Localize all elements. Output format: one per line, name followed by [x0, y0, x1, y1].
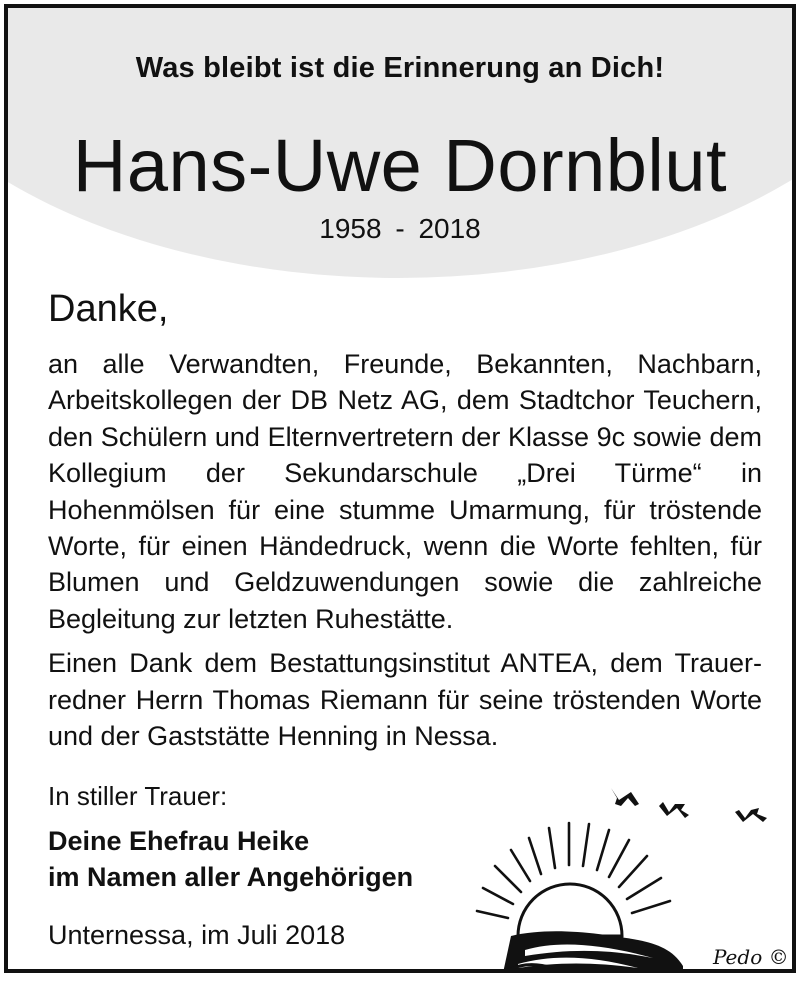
thanks-text [48, 346, 762, 762]
thanks-heading: Danke, [48, 288, 169, 330]
signer-line-1: Deine Ehefrau Heike [48, 826, 310, 856]
bird-icon [659, 802, 689, 818]
life-years: 1958 - 2018 [319, 213, 481, 244]
sun [518, 884, 622, 936]
motto: Was bleibt ist die Erinnerung an Dich! [135, 52, 665, 84]
copyright-mark: Pedo © [713, 945, 789, 969]
birds [611, 788, 767, 822]
mourning-label: In stiller Trauer: [48, 781, 228, 811]
place-date: Unternessa, im Juli 2018 [48, 920, 346, 950]
bird-icon [611, 788, 639, 806]
signer-line-2: im Namen aller Angehörigen [48, 862, 414, 892]
deceased-name: Hans-Uwe Dornblut [72, 124, 728, 207]
bird-icon [735, 808, 767, 822]
thanks-paragraph-2: Einen Dank dem Bestattungsinstitut ANTEA, dem Trauer-redner Herrn Thomas Riemann für seine tröstenden Worte und der Gaststätte Henning in Nessa. [48, 648, 762, 752]
obituary-card [4, 4, 796, 973]
sunset-birds-illustration [463, 768, 788, 973]
signers [48, 823, 413, 895]
thanks-paragraph-1: an alle Verwandten, Freunde, Bekannten, Nachbarn, Arbeitskollegen der DB Netz AG, dem Stadtchor Teuchern, den Schülern und Elternvertretern der Klasse 9c sowie dem Kollegium der Sekundarschule „Drei Türme“ in Hohenmölsen für eine stumme Umarmung, für tröstende Worte, für einen Händedruck, wenn die Worte fehlten, für Blumen und Geldzuwendungen sowie die zahlreiche Begleitung zur letzten Ruhestätte. [48, 349, 762, 634]
